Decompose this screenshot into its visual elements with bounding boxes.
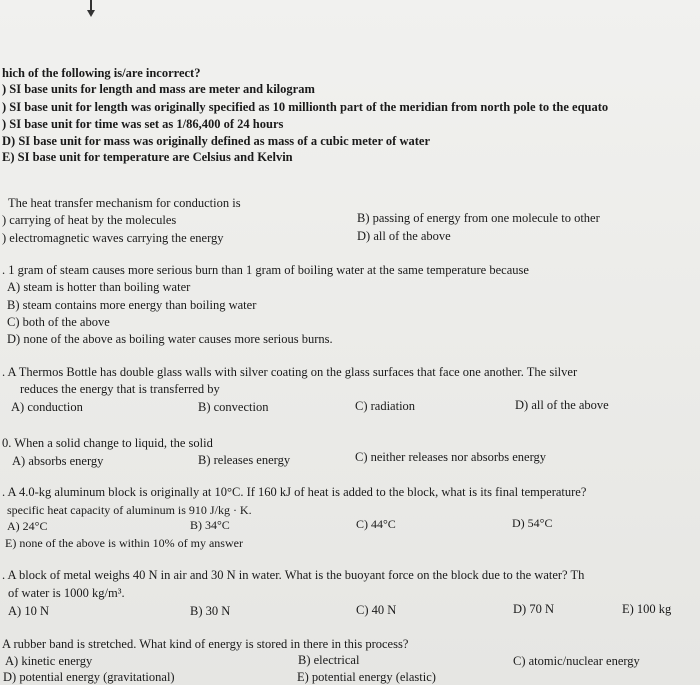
q2-option-d: D) all of the above [357, 229, 451, 243]
q3-option-c: C) both of the above [7, 315, 110, 329]
q3-option-b: B) steam contains more energy than boiling water [7, 298, 257, 312]
q7-option-b: B) 30 N [190, 604, 231, 618]
q4-option-d: D) all of the above [515, 398, 609, 412]
q3-option-d: D) none of the above as boiling water causes more serious burns. [7, 332, 333, 346]
q7-option-a: A) 10 N [8, 604, 49, 618]
q7-option-e: E) 100 kg [622, 602, 672, 616]
q4-option-c: C) radiation [355, 399, 416, 413]
q3-option-a: A) steam is hotter than boiling water [7, 280, 191, 294]
q7-stem: . A block of metal weighs 40 N in air and 30 N in water. What is the buoyant force on the block due to the water? Th [2, 568, 585, 582]
q8-option-d: D) potential energy (gravitational) [3, 670, 175, 684]
q3-stem: . 1 gram of steam causes more serious burn than 1 gram of boiling water at the same temperature because [2, 263, 529, 277]
q6-stem-continued: specific heat capacity of aluminum is 910 J/kg · K. [7, 503, 252, 517]
q1-option-e: E) SI base unit for temperature are Celsius and Kelvin [2, 150, 293, 164]
q6-stem: . A 4.0-kg aluminum block is originally at 10°C. If 160 kJ of heat is added to the block, what is its final temperature? [2, 485, 587, 499]
q6-option-e: E) none of the above is within 10% of my answer [5, 536, 243, 550]
q7-stem-continued: of water is 1000 kg/m³. [8, 586, 125, 600]
q1-option-d: D) SI base unit for mass was originally defined as mass of a cubic meter of water [2, 134, 430, 148]
q1-option-c: ) SI base unit for time was set as 1/86,400 of 24 hours [2, 117, 284, 131]
q5-stem: 0. When a solid change to liquid, the solid [2, 436, 213, 450]
q2-option-c: ) electromagnetic waves carrying the energy [2, 231, 224, 245]
q4-option-b: B) convection [198, 400, 269, 414]
q7-option-c: C) 40 N [356, 603, 397, 617]
q6-option-c: C) 44°C [356, 517, 396, 531]
q8-stem: A rubber band is stretched. What kind of energy is stored in there in this process? [2, 637, 409, 651]
q6-option-b: B) 34°C [190, 518, 230, 532]
q1-option-a: ) SI base units for length and mass are meter and kilogram [2, 82, 315, 96]
q5-option-c: C) neither releases nor absorbs energy [355, 450, 547, 464]
q2-option-a: ) carrying of heat by the molecules [2, 213, 177, 227]
q2-stem: The heat transfer mechanism for conduction is [8, 196, 241, 210]
q5-option-b: B) releases energy [198, 453, 291, 467]
q8-option-c: C) atomic/nuclear energy [513, 654, 640, 668]
q6-option-d: D) 54°C [512, 516, 553, 530]
q6-option-a: A) 24°C [7, 519, 48, 533]
q2-option-b: B) passing of energy from one molecule to other [357, 211, 600, 225]
q1-stem: hich of the following is/are incorrect? [2, 66, 201, 80]
q4-option-a: A) conduction [11, 400, 83, 414]
q5-option-a: A) absorbs energy [12, 454, 104, 468]
q8-option-b: B) electrical [298, 653, 360, 667]
q4-stem-continued: reduces the energy that is transferred by [20, 382, 220, 396]
q8-option-e: E) potential energy (elastic) [297, 670, 436, 684]
arrow-down-icon [86, 0, 96, 18]
q7-option-d: D) 70 N [513, 602, 554, 616]
q1-option-b: ) SI base unit for length was originally specified as 10 millionth part of the meridian from north pole to the equato [2, 100, 609, 114]
q8-option-a: A) kinetic energy [5, 654, 93, 668]
q4-stem: . A Thermos Bottle has double glass walls with silver coating on the glass surfaces that face one another. The silver [2, 365, 578, 379]
